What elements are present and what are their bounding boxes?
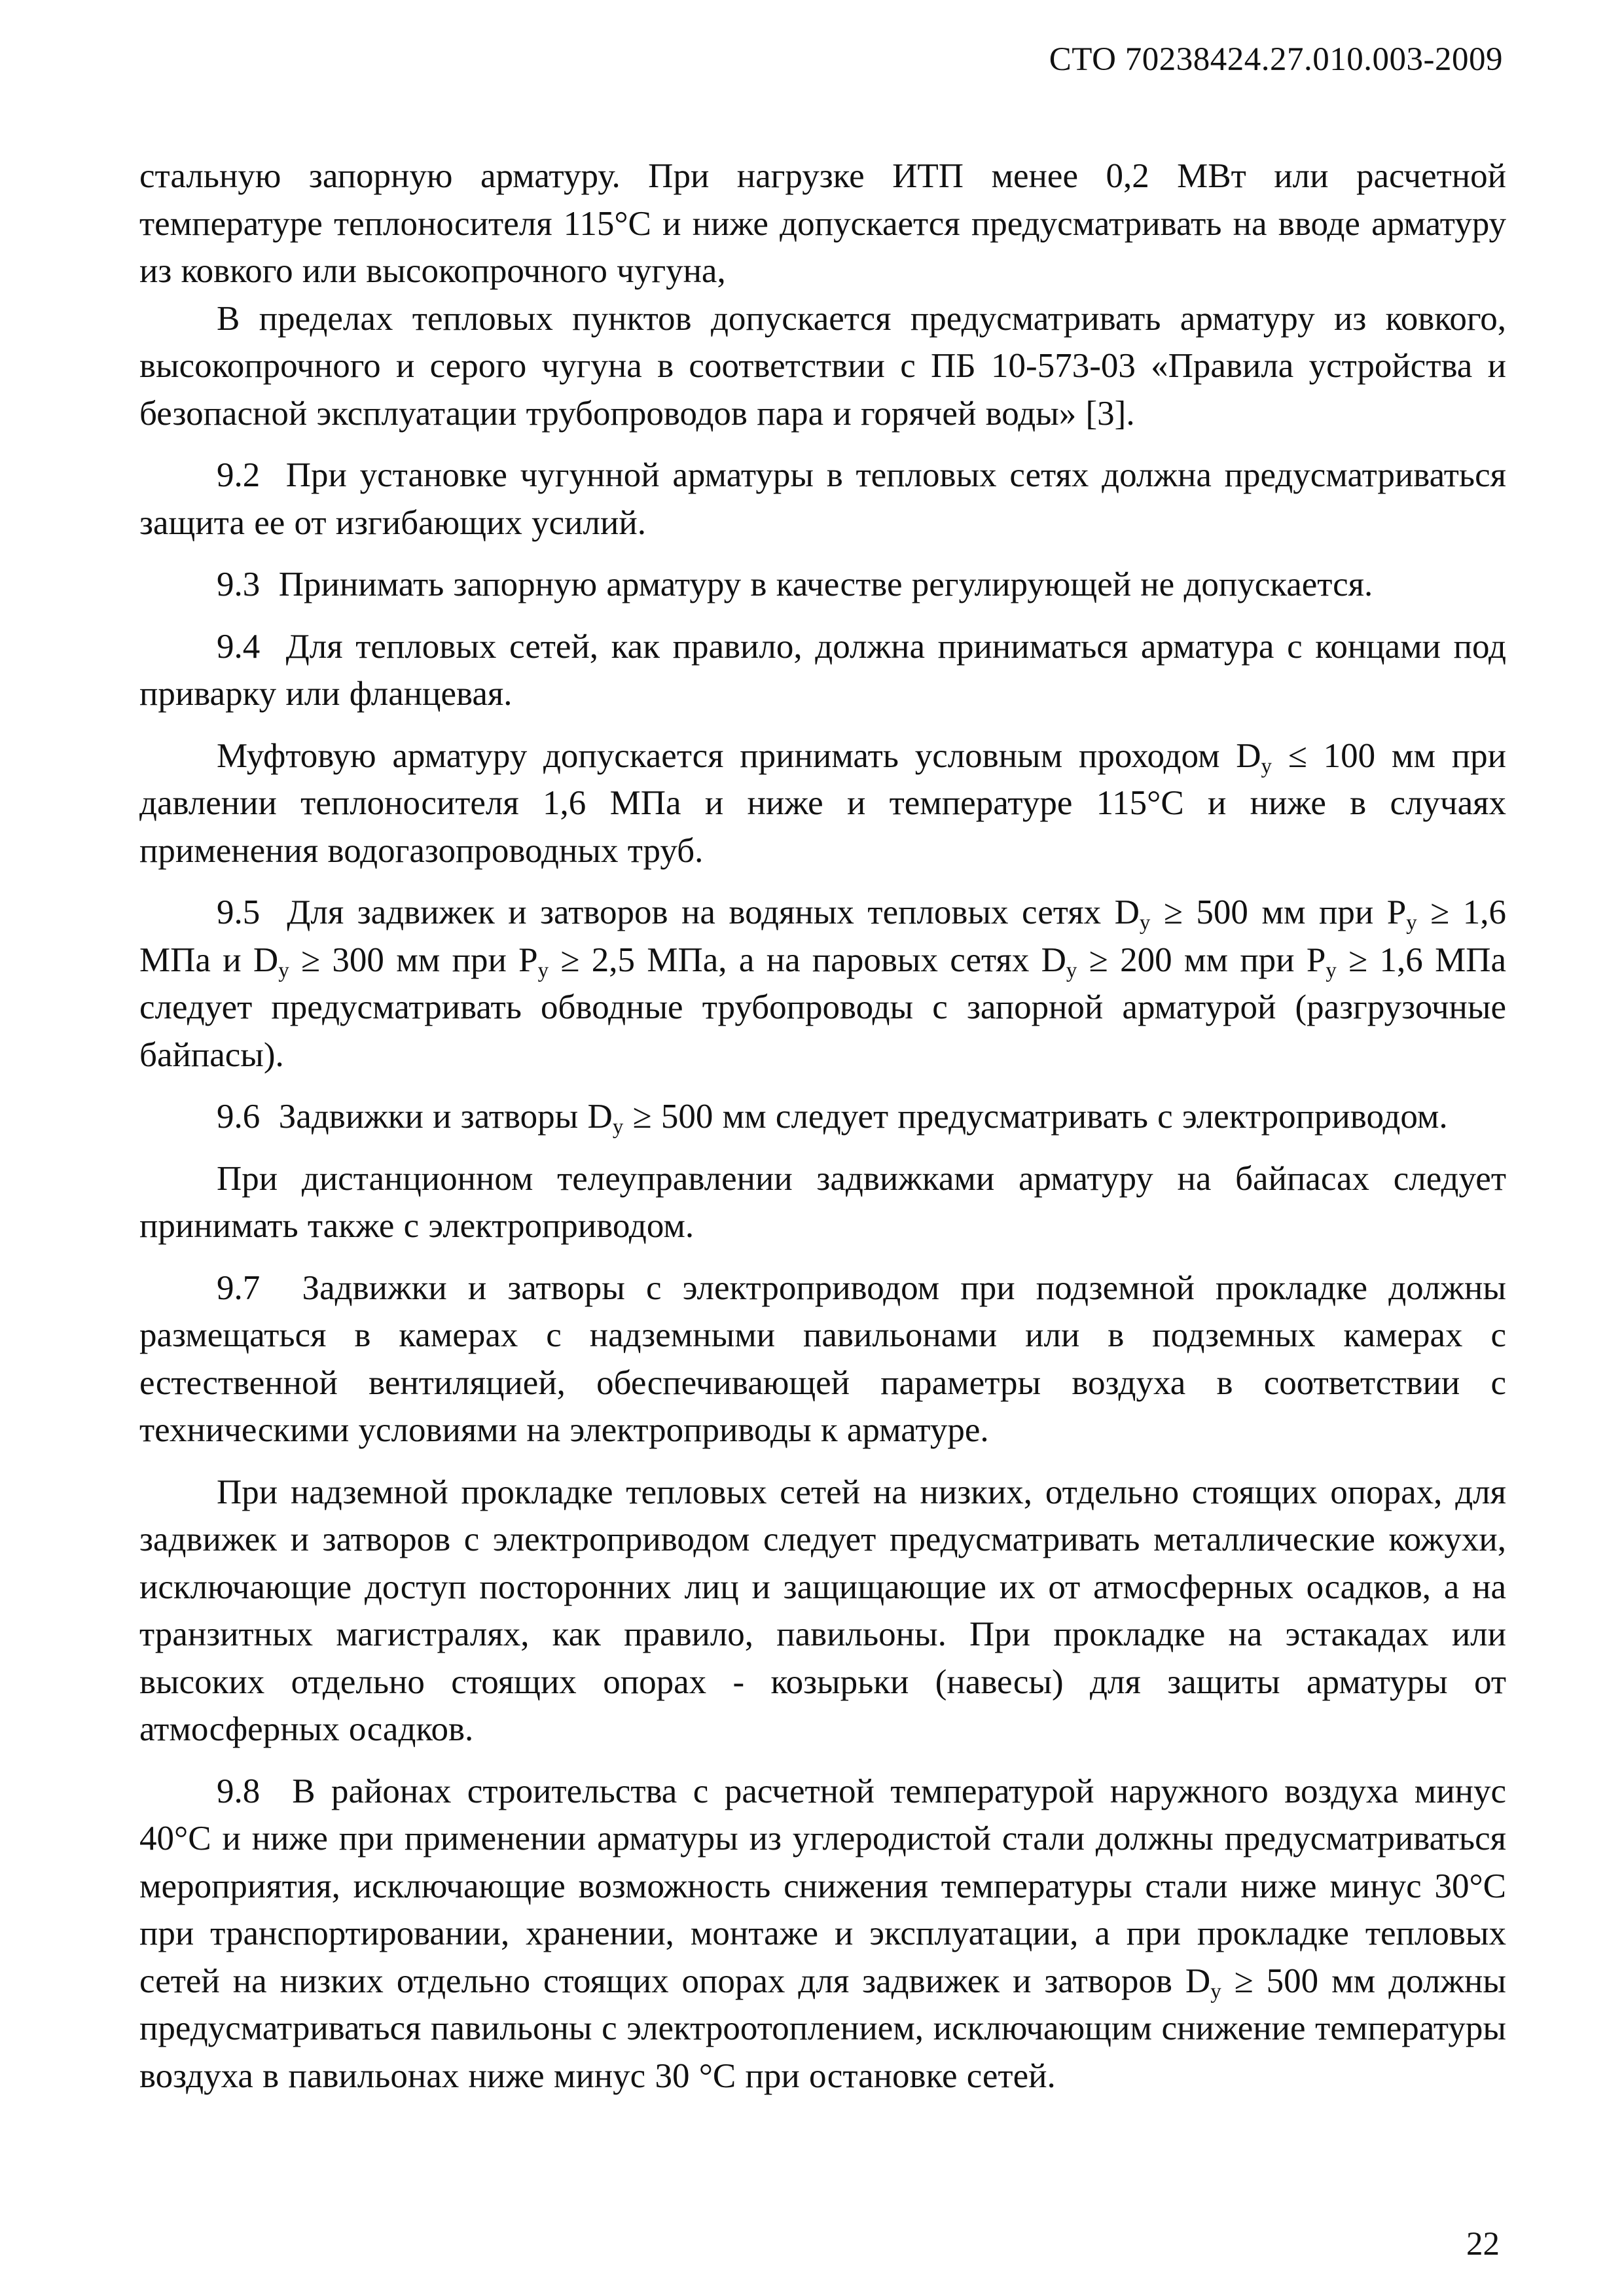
paragraph-9-4: 9.4 Для тепловых сетей, как правило, должна приниматься арматура с концами под приварку или фланцевая. xyxy=(139,627,1506,713)
paragraph-remote-control: При дистанционном телеуправлении задвижками арматуру на байпасах следует принимать также с электроприводом. xyxy=(139,1159,1506,1245)
paragraph-9-3: 9.3 Принимать запорную арматуру в качестве регулирующей не допускается. xyxy=(217,565,1373,603)
paragraph-9-8: 9.8 В районах строительства с расчетной температурой наружного воздуха минус 40°С и ниже при применении арматуры из углеродистой стали должны предусматриваться мероприятия, исключающие возможность снижения температуры стали ниже минус 30°С при транспортировании, хранении, монтаже и эксплуатации, а при прокладке тепловых сетей на низких отдельно стоящих опорах для задвижек и затворов $D_y \ge 500$ мм должны предусматриваться павильоны с электроотоплением, исключающим снижение температуры воздуха в павильонах ниже минус 30 °С при остановке сетей. xyxy=(139,1772,1506,2095)
document-code-header: СТО 70238424.27.010.003-2009 xyxy=(1049,41,1503,78)
paragraph-cast-iron-points: В пределах тепловых пунктов допускается предусматривать арматуру из ковкого, высокопрочного и серого чугуна в соответствии с ПБ 10-573-03 «Правила устройства и безопасной эксплуатации трубопроводов пара и горячей воды» [3]. xyxy=(139,299,1506,433)
paragraph-9-7: 9.7 Задвижки и затворы с электроприводом при подземной прокладке должны размещаться в камерах с надземными павильонами или в подземных камерах с естественной вентиляцией, обеспечивающей параметры воздуха в соответствии с техническими условиями на электроприводы к арматуре. xyxy=(139,1268,1506,1449)
document-body xyxy=(139,152,1506,2100)
paragraph-9-6: 9.6 Задвижки и затворы $D_y \ge 500$ мм следует предусматривать с электроприводом. xyxy=(217,1098,1448,1139)
paragraph-overground-laying: При надземной прокладке тепловых сетей на низких, отдельно стоящих опорах, для задвижек и затворов с электроприводом следует предусматривать металлические кожухи, исключающие доступ посторонних лиц и защищающие их от атмосферных осадков, а на транзитных магистралях, как правило, павильоны. При прокладке на эстакадах или высоких отдельно стоящих опорах - козырьки (навесы) для защиты арматуры от атмосферных осадков. xyxy=(139,1473,1506,1748)
paragraph-9-5: 9.5 Для задвижек и затворов на водяных тепловых сетях $D_y \ge 500$ мм при $P_y \ge 1,6$ МПа и $D_y \ge 300$ мм при $P_y \ge 2,5$ МПа, а на паровых сетях $D_y \ge 200$ мм при $P_y \ge 1,6$ МПа следует предусматривать обводные трубопроводы с запорной арматурой (разгрузочные байпасы). xyxy=(139,893,1507,1074)
page-number: 22 xyxy=(1466,2226,1500,2263)
paragraph-9-2: 9.2 При установке чугунной арматуры в тепловых сетях должна предусматриваться защита ее от изгибающих усилий. xyxy=(139,456,1506,542)
paragraph-continuation: стальную запорную арматуру. При нагрузке ИТП менее 0,2 МВт или расчетной температуре теплоносителя 115°С и ниже допускается предусматривать на вводе арматуру из ковкого или высокопрочного чугуна, xyxy=(139,157,1506,290)
paragraph-coupling-valves: Муфтовую арматуру допускается принимать условным проходом $D_y \le 100$ мм при давлении теплоносителя 1,6 МПа и ниже и температуре 115°С и ниже в случаях применения водогазопроводных труб. xyxy=(139,736,1506,870)
